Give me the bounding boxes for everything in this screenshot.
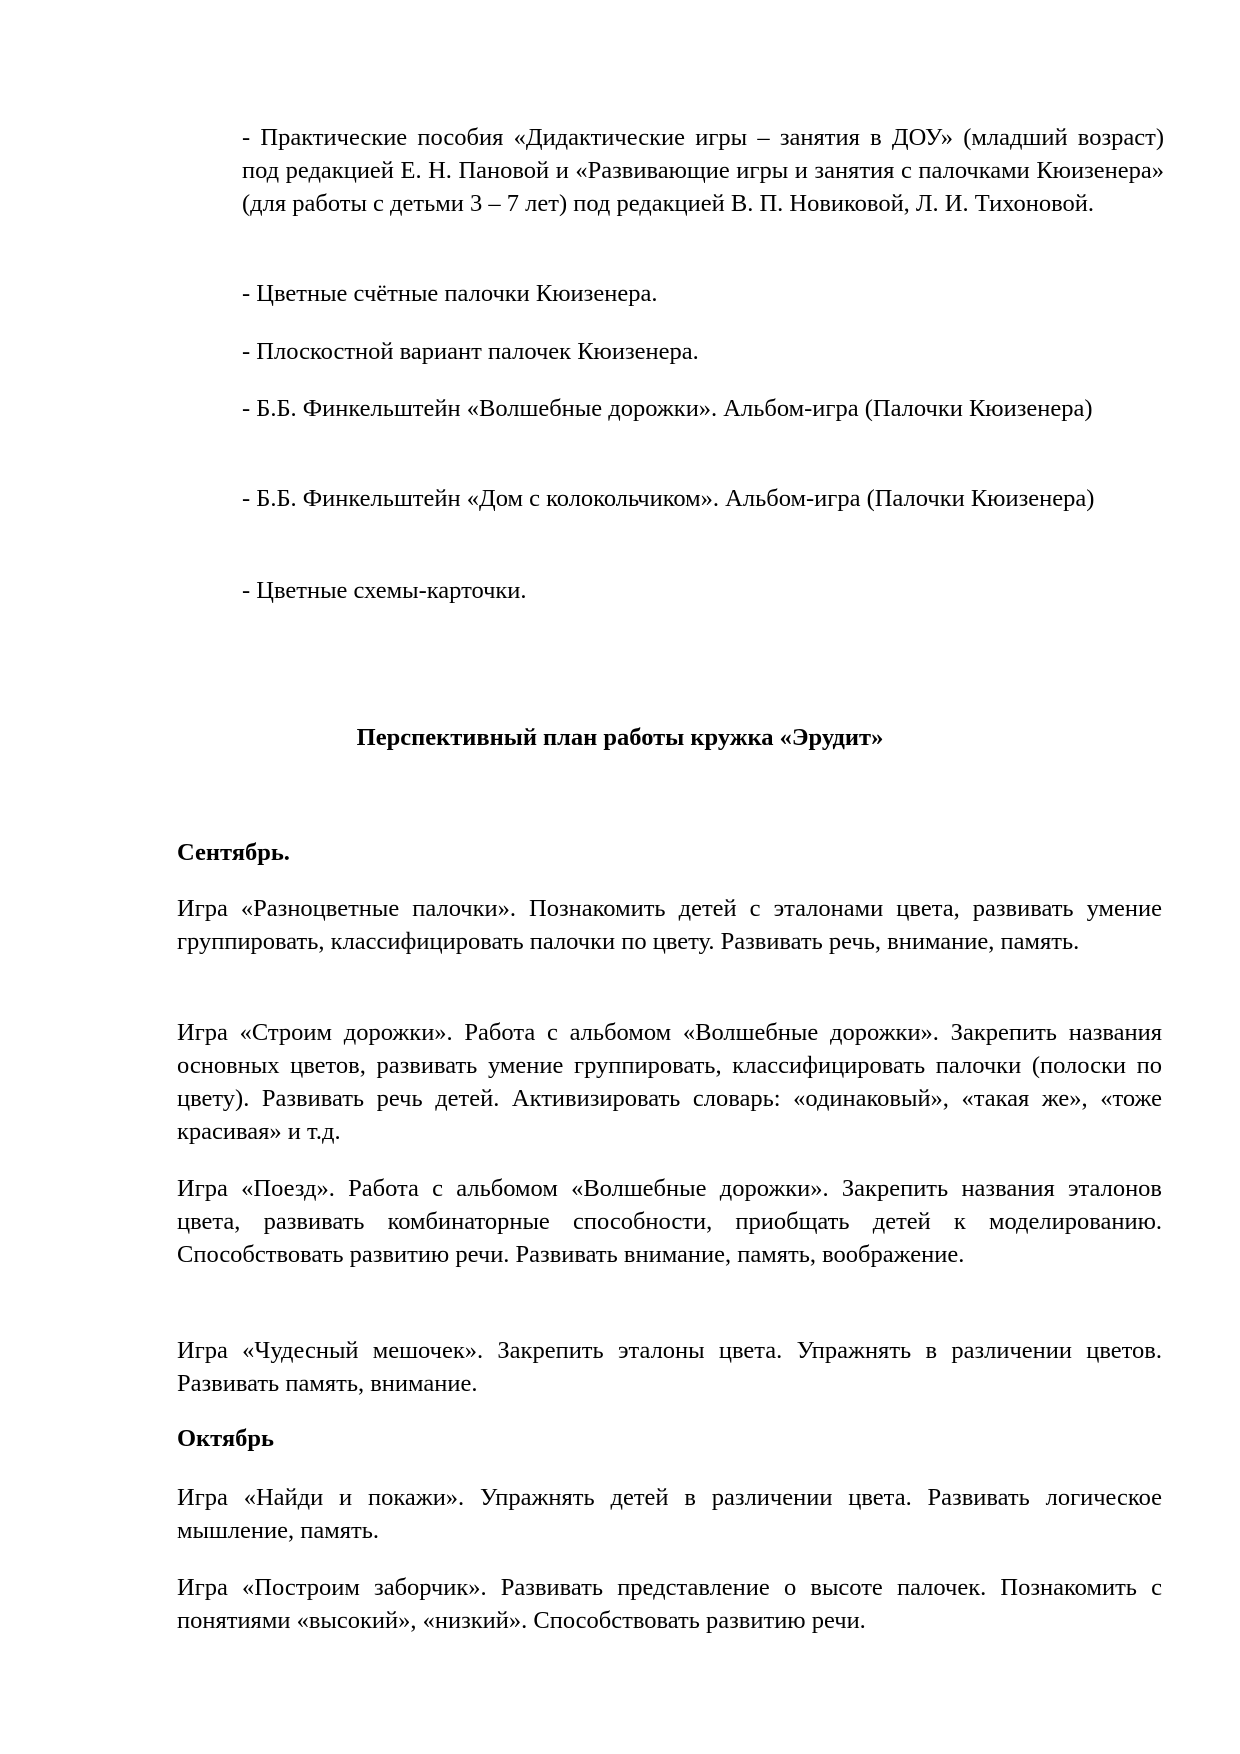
material-item: - Практические пособия «Дидактические игры – занятия в ДОУ» (младший возраст) под редакцией Е. Н. Пановой и «Развивающие игры и занятия с палочками Кюизенера» (для работы с детьми 3 – 7 лет) под редакцией В. П. Новиковой, Л. И. Тихоновой.: [242, 124, 1164, 217]
material-item: - Цветные счётные палочки Кюизенера.: [242, 280, 658, 307]
activity-item: Игра «Поезд». Работа с альбомом «Волшебные дорожки». Закрепить названия эталонов цвета, развивать комбинаторные способности, приобщать детей к моделированию. Способствовать развитию речи. Развивать внимание, память, воображение.: [177, 1175, 1162, 1268]
month-heading: Октябрь: [177, 1425, 274, 1452]
activity-item: Игра «Разноцветные палочки». Познакомить детей с эталонами цвета, развивать умение группировать, классифицировать палочки по цвету. Развивать речь, внимание, память.: [177, 895, 1162, 955]
activity-item: Игра «Построим заборчик». Развивать представление о высоте палочек. Познакомить с понятиями «высокий», «низкий». Способствовать развитию речи.: [177, 1574, 1162, 1634]
plan-title: Перспективный план работы кружка «Эрудит»: [356, 724, 884, 751]
activity-item: Игра «Найди и покажи». Упражнять детей в различении цвета. Развивать логическое мышление, память.: [177, 1484, 1162, 1544]
material-item: - Б.Б. Финкельштейн «Волшебные дорожки». Альбом-игра (Палочки Кюизенера): [242, 395, 1093, 422]
activity-item: Игра «Строим дорожки». Работа с альбомом «Волшебные дорожки». Закрепить названия основных цветов, развивать умение группировать, классифицировать палочки (полоски по цвету). Развивать речь детей. Активизировать словарь: «одинаковый», «такая же», «тоже красивая» и т.д.: [177, 1019, 1162, 1145]
material-item: - Б.Б. Финкельштейн «Дом с колокольчиком». Альбом-игра (Палочки Кюизенера): [242, 485, 1095, 512]
activity-item: Игра «Чудесный мешочек». Закрепить эталоны цвета. Упражнять в различении цветов. Развивать память, внимание.: [177, 1337, 1162, 1397]
material-item: - Плоскостной вариант палочек Кюизенера.: [242, 338, 699, 365]
month-heading: Сентябрь.: [177, 839, 290, 866]
material-item: - Цветные схемы-карточки.: [242, 577, 527, 604]
